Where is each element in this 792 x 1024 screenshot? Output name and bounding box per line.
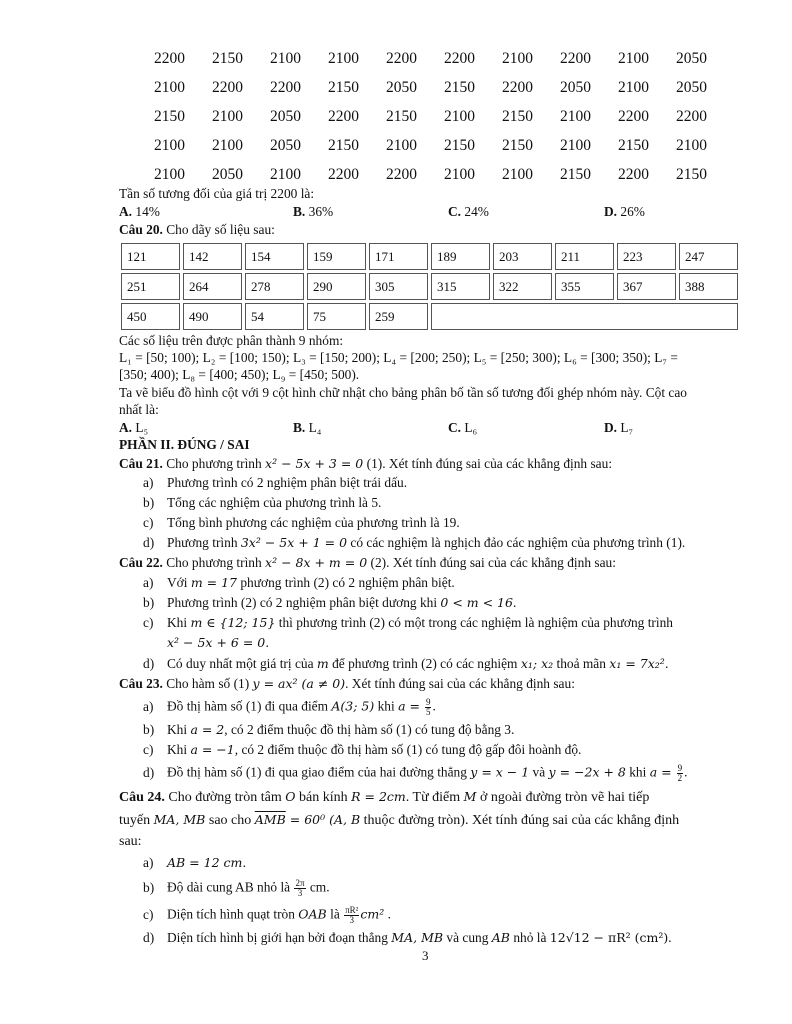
- data-cell: 2100: [502, 49, 533, 67]
- data-cell: 2050: [676, 78, 707, 96]
- q19-options: [119, 204, 739, 220]
- table-cell: 75: [307, 303, 366, 330]
- table-cell: 154: [245, 243, 304, 270]
- table-cell: 315: [431, 273, 490, 300]
- data-cell: 2100: [618, 49, 649, 67]
- q24-item-a: a) AB = 12 cm.: [143, 855, 247, 870]
- table-cell: 251: [121, 273, 180, 300]
- q24-item-b: b) Độ dài cung AB nhỏ là $\frac{2\pi}{3}$ cm.: [143, 878, 330, 898]
- data-cell: 2100: [444, 107, 475, 125]
- q22-item-d: d) Có duy nhất một giá trị của m để phương trình (2) có các nghiệm x₁; x₂ thoả mãn x₁ = 7x₂².: [143, 656, 669, 671]
- data-cell: 2200: [386, 165, 417, 183]
- data-cell: 2100: [444, 165, 475, 183]
- table-cell-empty: [431, 303, 738, 330]
- fraction: $\frac{\text{πR²}}{3}$: [345, 905, 359, 925]
- table-cell: 171: [369, 243, 428, 270]
- table-cell: 305: [369, 273, 428, 300]
- data-cell: 2100: [502, 165, 533, 183]
- data-cell: 2150: [618, 136, 649, 154]
- q22-item-b: b) Phương trình (2) có 2 nghiệm phân biệt dương khi 0 < m < 16.: [143, 595, 517, 610]
- fraction: $\frac{2\pi}{3}$: [295, 878, 305, 898]
- data-cell: 2200: [154, 49, 185, 67]
- data-row: [138, 73, 718, 102]
- data-cell: 2050: [676, 49, 707, 67]
- table-cell: 259: [369, 303, 428, 330]
- data-cell: 2200: [212, 78, 243, 96]
- table-row: [121, 243, 738, 270]
- q23-item-b: b) Khi a = 2, có 2 điểm thuộc đồ thị hàm số (1) có tung độ bằng 3.: [143, 722, 515, 737]
- q20-option-a: A. L₅: [119, 420, 149, 435]
- data-cell: 2100: [560, 107, 591, 125]
- data-cell: 2200: [444, 49, 475, 67]
- data-cell: 2050: [270, 107, 301, 125]
- table-cell: 121: [121, 243, 180, 270]
- q24-line3: sau:: [119, 834, 142, 849]
- data-row: [138, 102, 718, 131]
- q20-heading: Câu 20. Cho dãy số liệu sau:: [119, 222, 275, 237]
- data-cell: 2200: [328, 165, 359, 183]
- q24-item-c: c) Diện tích hình quạt tròn OAB là $\frac{\text{πR²}}{3}$ cm² .: [143, 905, 391, 925]
- q19-option-c: C. 24%: [448, 204, 489, 219]
- data-cell: 2200: [560, 49, 591, 67]
- table-cell: 367: [617, 273, 676, 300]
- q20-line2: L₁ = [50; 100); L₂ = [100; 150); L₃ = [150; 200); L₄ = [200; 250); L₅ = [250; 300); L₆ = [300; 350); L₇ =: [119, 350, 678, 365]
- data-cell: 2150: [328, 136, 359, 154]
- data-cell: 2150: [154, 107, 185, 125]
- q22-item-c: c) Khi m ∈ {12; 15} thì phương trình (2) có một trong các nghiệm là nghiệm của phương trình: [143, 615, 673, 630]
- table-cell: 290: [307, 273, 366, 300]
- data-cell: 2100: [676, 136, 707, 154]
- q20-option-b: B. L₄: [293, 420, 322, 435]
- data-cell: 2050: [212, 165, 243, 183]
- q21-item-a: a) Phương trình có 2 nghiệm phân biệt trái dấu.: [143, 475, 408, 490]
- q20-option-c: C. L₆: [448, 420, 478, 435]
- data-row: [138, 131, 718, 160]
- q19-question: Tần số tương đối của giá trị 2200 là:: [119, 186, 315, 201]
- q20-line1: Các số liệu trên được phân thành 9 nhóm:: [119, 333, 344, 348]
- data-cell: 2100: [270, 49, 301, 67]
- q20-line4: Ta vẽ biểu đồ hình cột với 9 cột hình chữ nhật cho bảng phân bố tần số tương đối ghép nhóm này. Cột cao: [119, 385, 687, 400]
- q22-item-a: a) Với m = 17 phương trình (2) có 2 nghiệm phân biệt.: [143, 575, 455, 590]
- q22-heading: Câu 22. Cho phương trình x² − 8x + m = 0 (2). Xét tính đúng sai của các khẳng định sau:: [119, 555, 616, 570]
- data-cell: 2200: [502, 78, 533, 96]
- data-cell: 2150: [502, 107, 533, 125]
- data-cell: 2100: [212, 107, 243, 125]
- q22-item-c-equation: x² − 5x + 6 = 0.: [167, 635, 270, 650]
- q20-option-d: D. L₇: [604, 420, 634, 435]
- table-cell: 223: [617, 243, 676, 270]
- q23-item-d: d) Đồ thị hàm số (1) đi qua giao điểm của hai đường thẳng y = x − 1 và y = −2x + 8 khi a = $\frac{9}{2}$ .: [143, 763, 688, 783]
- data-cell: 2200: [386, 49, 417, 67]
- table-cell: 203: [493, 243, 552, 270]
- data-cell: 2100: [154, 136, 185, 154]
- data-cell: 2150: [328, 78, 359, 96]
- data-cell: 2100: [154, 78, 185, 96]
- data-cell: 2200: [676, 107, 707, 125]
- q20-line5: nhất là:: [119, 402, 159, 417]
- data-cell: 2100: [154, 165, 185, 183]
- table-cell: 211: [555, 243, 614, 270]
- table-row: [121, 303, 738, 330]
- data-cell: 2150: [676, 165, 707, 183]
- q21-item-b: b) Tổng các nghiệm của phương trình là 5.: [143, 495, 382, 510]
- q21-item-d: d) Phương trình 3x² − 5x + 1 = 0 có các nghiệm là nghịch đảo các nghiệm của phương trình (1).: [143, 535, 686, 550]
- q24-line2: tuyến MA, MB sao cho $\overline{AMB} = 60^0$ (A, B thuộc đường tròn). Xét tính đúng sai của các khẳng định: [119, 812, 680, 828]
- table-row: [121, 273, 738, 300]
- q24-heading: Câu 24. Cho đường tròn tâm O bán kính R = 2cm. Từ điểm M ở ngoài đường tròn vẽ hai tiếp: [119, 789, 650, 805]
- data-cell: 2150: [502, 136, 533, 154]
- data-cell: 2150: [212, 49, 243, 67]
- data-cell: 2100: [386, 136, 417, 154]
- q23-heading: Câu 23. Cho hàm số (1) y = ax² (a ≠ 0). Xét tính đúng sai của các khẳng định sau:: [119, 676, 575, 691]
- q20-number-table: [118, 240, 741, 333]
- data-cell: 2150: [386, 107, 417, 125]
- data-cell: 2200: [328, 107, 359, 125]
- q21-heading: Câu 21. Cho phương trình x² − 5x + 3 = 0 (1). Xét tính đúng sai của các khẳng định sau:: [119, 456, 613, 471]
- q24-item-d: d) Diện tích hình bị giới hạn bởi đoạn thẳng MA, MB và cung AB nhỏ là 12√12 − πR² (cm²).: [143, 930, 672, 945]
- q19-option-a: A. 14%: [119, 204, 160, 219]
- data-cell: 2200: [618, 107, 649, 125]
- data-row: [138, 160, 718, 189]
- q20-options: [119, 420, 739, 436]
- table-cell: 450: [121, 303, 180, 330]
- q19-option-d: D. 26%: [604, 204, 645, 219]
- table-cell: 159: [307, 243, 366, 270]
- fraction: $\frac{9}{2}$: [677, 763, 683, 783]
- page-number: 3: [422, 948, 429, 963]
- q21-item-c: c) Tổng bình phương các nghiệm của phương trình là 19.: [143, 515, 460, 530]
- data-cell: 2200: [618, 165, 649, 183]
- data-row: [138, 44, 718, 73]
- table-cell: 264: [183, 273, 242, 300]
- table-cell: 278: [245, 273, 304, 300]
- data-cell: 2100: [618, 78, 649, 96]
- table-cell: 388: [679, 273, 738, 300]
- data-cell: 2150: [444, 136, 475, 154]
- data-cell: 2050: [386, 78, 417, 96]
- data-cell: 2100: [328, 49, 359, 67]
- data-cell: 2050: [560, 78, 591, 96]
- data-cell: 2200: [270, 78, 301, 96]
- data-cell: 2150: [560, 165, 591, 183]
- table-cell: 247: [679, 243, 738, 270]
- data-cell: 2100: [270, 165, 301, 183]
- q19-option-b: B. 36%: [293, 204, 334, 219]
- table-cell: 142: [183, 243, 242, 270]
- data-values-grid: [138, 44, 718, 189]
- q23-item-c: c) Khi a = −1, có 2 điểm thuộc đồ thị hàm số (1) có tung độ gấp đôi hoành độ.: [143, 742, 582, 757]
- q20-line3: [350; 400); L₈ = [400; 450); L₉ = [450; 500).: [119, 367, 360, 382]
- data-cell: 2050: [270, 136, 301, 154]
- table-cell: 355: [555, 273, 614, 300]
- table-cell: 189: [431, 243, 490, 270]
- data-cell: 2150: [444, 78, 475, 96]
- q23-item-a: a) Đồ thị hàm số (1) đi qua điểm A(3; 5) khi a = $\frac{9}{5}$ .: [143, 697, 436, 717]
- table-cell: 322: [493, 273, 552, 300]
- data-cell: 2100: [560, 136, 591, 154]
- part2-heading: PHẦN II. ĐÚNG / SAI: [119, 437, 250, 452]
- data-cell: 2100: [212, 136, 243, 154]
- table-cell: 490: [183, 303, 242, 330]
- table-cell: 54: [245, 303, 304, 330]
- fraction: $\frac{9}{5}$: [425, 697, 431, 717]
